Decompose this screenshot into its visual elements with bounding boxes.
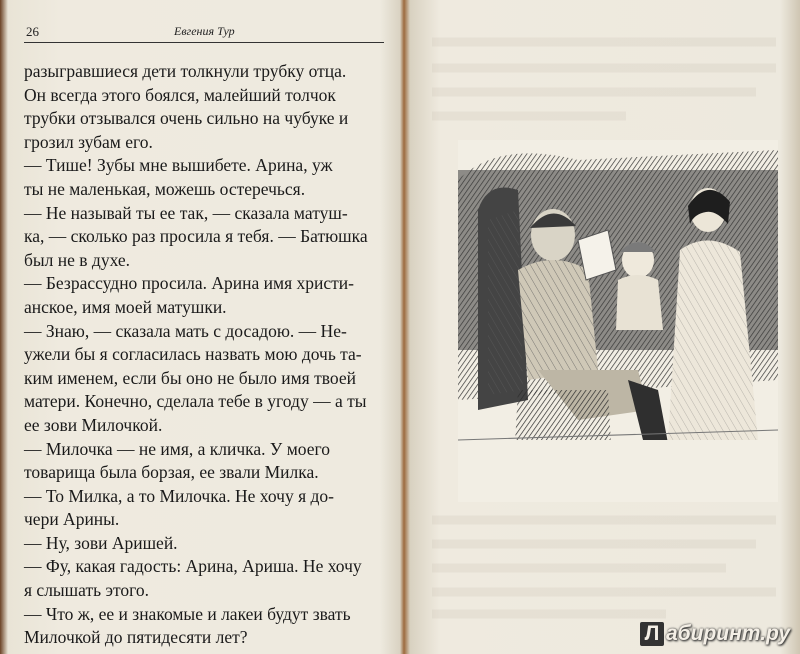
- text-line: — Фу, какая гадость: Арина, Ариша. Не хочу: [24, 556, 362, 577]
- book-illustration: [458, 140, 778, 502]
- text-line: — То Милка, а то Милочка. Не хочу я до-: [24, 485, 334, 506]
- text-line: разыгравшиеся дети толкнули трубку отца.: [24, 61, 347, 81]
- page-header: [24, 22, 384, 43]
- text-line: — Тише! Зубы мне вышибете. Арина, уж: [24, 155, 333, 176]
- text-line: ка, — сколько раз просила я тебя. — Батюшка: [24, 226, 368, 247]
- right-page: [416, 22, 786, 642]
- text-line: Милочкой до пятидесяти лет?: [24, 627, 248, 648]
- page-number: 26: [26, 24, 39, 39]
- left-page: [24, 22, 386, 648]
- text-line: трубки отзывался очень сильно на чубуке и: [24, 108, 349, 129]
- text-line: ее зови Милочкой.: [24, 414, 163, 435]
- text-line: товарища была борзая, ее звали Милка.: [24, 462, 319, 483]
- running-head-author: Евгения Тур: [174, 24, 235, 38]
- body-text: [24, 60, 384, 650]
- text-line: грозил зубам его.: [24, 131, 153, 152]
- text-line: матери. Конечно, сделала тебе в угоду — а ты: [24, 391, 367, 412]
- text-line: — Знаю, — сказала мать с досадою. — Не-: [24, 320, 347, 341]
- labirint-logo-icon: Л: [640, 622, 664, 646]
- text-line: чери Арины.: [24, 509, 120, 530]
- text-line: — Не называй ты ее так, — сказала матуш-: [24, 202, 348, 223]
- text-line: ким именем, если бы оно не было имя твоей: [24, 367, 356, 388]
- labirint-watermark: [640, 622, 790, 646]
- watermark-text: абиринт.ру: [665, 622, 790, 645]
- text-line: — Милочка — не имя, а кличка. У моего: [24, 438, 330, 459]
- text-line: был не в духе.: [24, 249, 131, 270]
- text-line: — Что ж, ее и знакомые и лакеи будут звать: [24, 603, 351, 624]
- text-line: ты не маленькая, можешь остеречься.: [24, 178, 306, 199]
- text-line: я слышать этого.: [24, 580, 150, 601]
- engraving-image: [458, 140, 778, 502]
- text-line: анское, имя моей матушки.: [24, 296, 227, 317]
- text-line: ужели бы я согласилась назвать мою дочь та-: [24, 344, 362, 365]
- show-through-text-bottom: [426, 512, 781, 622]
- text-line: Он всегда этого боялся, малейший толчок: [24, 84, 336, 105]
- show-through-text: [426, 32, 781, 122]
- text-line: — Ну, зови Аришей.: [24, 532, 178, 553]
- text-line: — Безрассудно просила. Арина имя христи-: [24, 273, 354, 294]
